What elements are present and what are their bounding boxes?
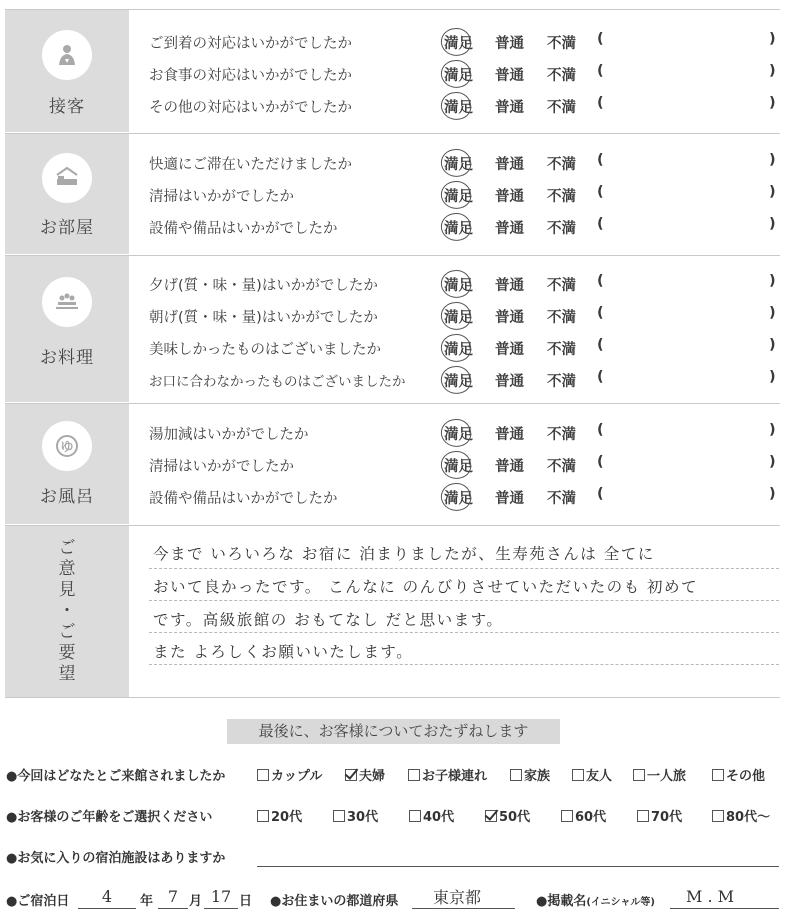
- age-choice[interactable]: [485, 806, 530, 825]
- option-bad[interactable]: 不満: [547, 459, 576, 475]
- option-good[interactable]: 満足: [444, 427, 473, 443]
- option-bad[interactable]: 不満: [547, 310, 576, 326]
- option-normal[interactable]: 普通: [495, 189, 524, 205]
- month-value: 7: [167, 887, 179, 906]
- option-good[interactable]: 満足: [444, 491, 473, 507]
- writing-line: [149, 632, 779, 633]
- opinion-title-char: ご: [58, 538, 76, 558]
- choice-label: 一人旅: [647, 769, 687, 784]
- age-choice[interactable]: [257, 806, 302, 825]
- companion-choice[interactable]: [633, 765, 686, 784]
- question-text: お口に合わなかったものはございましたか: [149, 374, 406, 390]
- paren-open: (: [597, 422, 604, 438]
- option-normal[interactable]: 普通: [495, 374, 524, 390]
- question-text: 美味しかったものはございましたか: [149, 342, 381, 358]
- age-choice[interactable]: [712, 806, 770, 825]
- publish-name-label-text: ●掲載名: [536, 894, 587, 909]
- section-label-bath: [5, 404, 129, 524]
- paren-open: (: [597, 273, 604, 289]
- question-row: [149, 485, 779, 509]
- choice-label: 友人: [586, 769, 613, 784]
- option-bad[interactable]: 不満: [547, 342, 576, 358]
- paren-open: (: [597, 184, 604, 200]
- companion-question: ●今回はどなたとご来館されましたか: [6, 769, 226, 784]
- writing-line: [149, 600, 779, 601]
- writing-line: [149, 568, 779, 569]
- question-text: お食事の対応はいかがでしたか: [149, 68, 352, 84]
- choice-label: 50代: [499, 810, 531, 825]
- paren-close: ): [769, 273, 776, 289]
- option-normal[interactable]: 普通: [495, 427, 524, 443]
- option-bad[interactable]: 不満: [547, 189, 576, 205]
- checkbox-checked[interactable]: [485, 810, 497, 822]
- checkbox[interactable]: [408, 769, 420, 781]
- companion-choice[interactable]: [257, 765, 322, 784]
- age-choice[interactable]: [561, 806, 606, 825]
- checkbox[interactable]: [712, 769, 724, 781]
- choice-label: 20代: [271, 810, 303, 825]
- paren-open: (: [597, 486, 604, 502]
- option-good[interactable]: 満足: [444, 189, 473, 205]
- companion-choice[interactable]: [345, 765, 385, 784]
- companion-choice[interactable]: [712, 765, 765, 784]
- question-text: 清掃はいかがでしたか: [149, 189, 294, 205]
- option-normal[interactable]: 普通: [495, 459, 524, 475]
- favorite-answer-field[interactable]: [257, 866, 779, 867]
- opinion-title-char: 望: [58, 664, 76, 684]
- option-good[interactable]: 満足: [444, 100, 473, 116]
- choice-label: 60代: [575, 810, 607, 825]
- option-normal[interactable]: 普通: [495, 36, 524, 52]
- section-room: [5, 133, 780, 254]
- year-value: 4: [101, 887, 113, 906]
- section-hospitality: [5, 9, 780, 132]
- checkbox[interactable]: [333, 810, 345, 822]
- stay-date-label: ●ご宿泊日: [6, 894, 70, 909]
- option-normal[interactable]: 普通: [495, 342, 524, 358]
- section-label-opinion: [5, 526, 129, 697]
- paren-close: ): [769, 31, 776, 47]
- checkbox[interactable]: [637, 810, 649, 822]
- checkbox[interactable]: [712, 810, 724, 822]
- checkbox-checked[interactable]: [345, 769, 357, 781]
- paren-close: ): [769, 305, 776, 321]
- day-field[interactable]: [204, 908, 238, 909]
- section-title: お料理: [40, 348, 94, 368]
- option-good[interactable]: 満足: [444, 36, 473, 52]
- closing-banner: 最後に、お客様についておたずねします: [227, 719, 560, 744]
- choice-label: 80代〜: [726, 810, 771, 825]
- paren-close: ): [769, 337, 776, 353]
- section-label-room: [5, 134, 129, 254]
- section-bath: [5, 403, 780, 524]
- option-good[interactable]: 満足: [444, 68, 473, 84]
- age-choice[interactable]: [333, 806, 378, 825]
- question-text: 夕げ(質・味・量)はいかがでしたか: [149, 278, 378, 294]
- companion-choice[interactable]: [408, 765, 487, 784]
- question-row: [149, 183, 779, 207]
- hot-spring-icon: [42, 421, 92, 471]
- handwritten-comment-line: です。高級旅館の おもてなし だと思います。: [153, 611, 504, 629]
- option-good[interactable]: 満足: [444, 310, 473, 326]
- companion-choice[interactable]: [572, 765, 612, 784]
- handwritten-comment-line: また よろしくお願いいたします。: [153, 643, 414, 661]
- paren-open: (: [597, 337, 604, 353]
- question-row: [149, 453, 779, 477]
- option-bad[interactable]: 不満: [547, 157, 576, 173]
- opinion-title-char: 要: [58, 643, 76, 663]
- prefecture-value: 東京都: [432, 888, 481, 907]
- opinion-title-char: ご: [58, 622, 76, 642]
- paren-close: ): [769, 95, 776, 111]
- question-text: 朝げ(質・味・量)はいかがでしたか: [149, 310, 378, 326]
- paren-close: ): [769, 184, 776, 200]
- paren-close: ): [769, 422, 776, 438]
- publish-name-field[interactable]: [670, 908, 779, 909]
- checkbox[interactable]: [561, 810, 573, 822]
- option-good[interactable]: 満足: [444, 374, 473, 390]
- paren-close: ): [769, 152, 776, 168]
- paren-open: (: [597, 369, 604, 385]
- question-row: [149, 151, 779, 175]
- section-title: お部屋: [40, 218, 94, 238]
- section-opinion: [5, 525, 780, 698]
- option-normal[interactable]: 普通: [495, 100, 524, 116]
- paren-open: (: [597, 152, 604, 168]
- paren-open: (: [597, 63, 604, 79]
- option-bad[interactable]: 不満: [547, 100, 576, 116]
- paren-open: (: [597, 454, 604, 470]
- option-normal[interactable]: 普通: [495, 310, 524, 326]
- opinion-title-char: 意: [58, 559, 76, 579]
- option-bad[interactable]: 不満: [547, 221, 576, 237]
- staff-bow-icon: [42, 30, 92, 80]
- paren-open: (: [597, 216, 604, 232]
- choice-label: カップル: [271, 769, 323, 784]
- section-cuisine: [5, 255, 780, 402]
- option-normal[interactable]: 普通: [495, 157, 524, 173]
- question-row: [149, 272, 779, 296]
- question-text: 湯加減はいかがでしたか: [149, 427, 309, 443]
- question-text: 設備や備品はいかがでしたか: [149, 491, 338, 507]
- year-unit: 年: [140, 894, 154, 909]
- paren-close: ): [769, 63, 776, 79]
- month-field[interactable]: [158, 908, 188, 909]
- question-row: [149, 30, 779, 54]
- option-good[interactable]: 満足: [444, 157, 473, 173]
- year-field[interactable]: [78, 908, 136, 909]
- handwritten-comment-line: 今まで いろいろな お宿に 泊まりましたが、生寿苑さんは 全てに: [153, 545, 655, 563]
- publish-name-value: M . M: [685, 887, 735, 906]
- option-normal[interactable]: 普通: [495, 221, 524, 237]
- option-normal[interactable]: 普通: [495, 278, 524, 294]
- section-title: 接客: [49, 97, 85, 117]
- paren-open: (: [597, 31, 604, 47]
- dish-icon: [42, 277, 92, 327]
- checkbox[interactable]: [633, 769, 645, 781]
- question-text: ご到着の対応はいかがでしたか: [149, 36, 352, 52]
- paren-close: ): [769, 369, 776, 385]
- section-label-cuisine: [5, 256, 129, 402]
- prefecture-label: ●お住まいの都道府県: [270, 894, 399, 909]
- option-bad[interactable]: 不満: [547, 68, 576, 84]
- option-normal[interactable]: 普通: [495, 491, 524, 507]
- option-good[interactable]: 満足: [444, 278, 473, 294]
- age-choice[interactable]: [637, 806, 682, 825]
- option-good[interactable]: 満足: [444, 459, 473, 475]
- choice-label: 70代: [651, 810, 683, 825]
- month-unit: 月: [189, 894, 203, 909]
- handwritten-comment-line: おいて良かったです。 こんなに のんびりさせていただいたのも 初めて: [153, 578, 699, 596]
- section-title: お風呂: [40, 487, 94, 507]
- question-text: 清掃はいかがでしたか: [149, 459, 294, 475]
- favorite-question: ●お気に入りの宿泊施設はありますか: [6, 851, 226, 866]
- choice-label: 家族: [524, 769, 551, 784]
- writing-line: [149, 664, 779, 665]
- question-row: [149, 62, 779, 86]
- question-text: その他の対応はいかがでしたか: [149, 100, 352, 116]
- choice-label: その他: [726, 769, 766, 784]
- question-row: [149, 215, 779, 239]
- age-choice[interactable]: [409, 806, 454, 825]
- question-row: [149, 304, 779, 328]
- question-row: [149, 368, 779, 392]
- option-bad[interactable]: 不満: [547, 427, 576, 443]
- question-text: 設備や備品はいかがでしたか: [149, 221, 338, 237]
- paren-open: (: [597, 305, 604, 321]
- day-value: 17: [210, 887, 232, 906]
- option-bad[interactable]: 不満: [547, 374, 576, 390]
- paren-close: ): [769, 486, 776, 502]
- option-normal[interactable]: 普通: [495, 68, 524, 84]
- choice-label: 30代: [347, 810, 379, 825]
- paren-close: ): [769, 454, 776, 470]
- choice-label: 夫婦: [359, 769, 386, 784]
- question-text: 快適にご滞在いただけましたか: [149, 157, 352, 173]
- companion-choice[interactable]: [510, 765, 550, 784]
- option-good[interactable]: 満足: [444, 221, 473, 237]
- paren-close: ): [769, 216, 776, 232]
- option-good[interactable]: 満足: [444, 342, 473, 358]
- opinion-title-char: ・: [58, 601, 76, 621]
- question-row: [149, 421, 779, 445]
- checkbox[interactable]: [409, 810, 421, 822]
- option-bad[interactable]: 不満: [547, 491, 576, 507]
- option-bad[interactable]: 不満: [547, 36, 576, 52]
- option-bad[interactable]: 不満: [547, 278, 576, 294]
- checkbox[interactable]: [510, 769, 522, 781]
- checkbox[interactable]: [257, 810, 269, 822]
- choice-label: お子様連れ: [422, 769, 488, 784]
- prefecture-field[interactable]: [412, 908, 515, 909]
- checkbox[interactable]: [257, 769, 269, 781]
- choice-label: 40代: [423, 810, 455, 825]
- paren-open: (: [597, 95, 604, 111]
- bed-room-icon: [42, 153, 92, 203]
- publish-name-label: [536, 890, 655, 909]
- checkbox[interactable]: [572, 769, 584, 781]
- svg-text:ゆ: ゆ: [60, 440, 74, 455]
- day-unit: 日: [239, 894, 253, 909]
- question-row: [149, 336, 779, 360]
- section-label-hospitality: [5, 10, 129, 132]
- opinion-title-char: 見: [58, 580, 76, 600]
- age-question: ●お客様のご年齢をご選択ください: [6, 810, 213, 825]
- question-row: [149, 94, 779, 118]
- publish-name-note: (イニシャル等): [586, 897, 655, 908]
